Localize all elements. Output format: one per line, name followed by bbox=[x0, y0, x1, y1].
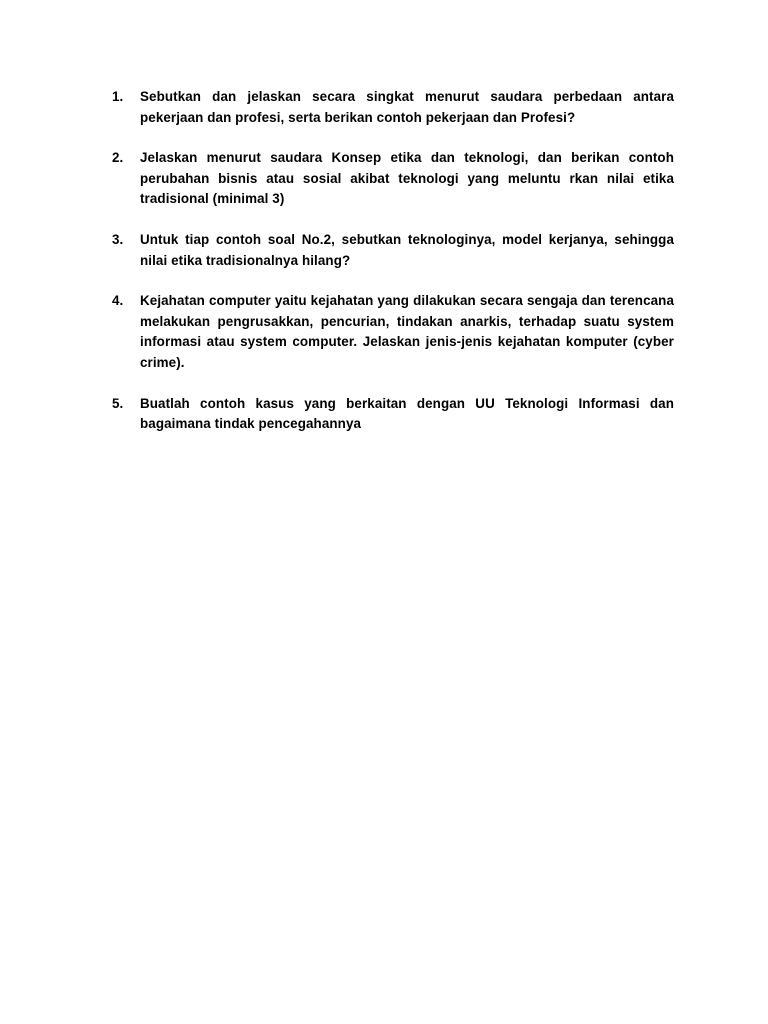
question-item-1 bbox=[112, 87, 674, 128]
question-number: 3. bbox=[112, 231, 124, 247]
question-text: Jelaskan menurut saudara Konsep etika dan teknologi, dan berikan contoh perubahan bisnis atau sosial akibat teknologi yang meluntu rkan nilai etika tradisional (minimal 3) bbox=[140, 150, 674, 207]
question-item-3 bbox=[112, 230, 674, 271]
question-item-5 bbox=[112, 394, 674, 435]
question-item-4 bbox=[112, 291, 674, 373]
question-text: Buatlah contoh kasus yang berkaitan dengan UU Teknologi Informasi dan bagaimana tindak pencegahannya bbox=[140, 395, 674, 432]
question-text: Untuk tiap contoh soal No.2, sebutkan teknologinya, model kerjanya, sehingga nilai etika tradisionalnya hilang? bbox=[140, 231, 674, 268]
question-text: Kejahatan computer yaitu kejahatan yang dilakukan secara sengaja dan terencana melakukan pengrusakkan, pencurian, tindakan anarkis, terhadap suatu system informasi atau system computer. Jelaskan jenis-jenis kejahatan komputer (cyber crime). bbox=[140, 293, 674, 370]
question-number: 5. bbox=[112, 395, 124, 411]
question-number: 2. bbox=[112, 150, 124, 166]
question-list bbox=[112, 87, 674, 455]
question-item-2 bbox=[112, 148, 674, 210]
question-number: 1. bbox=[112, 89, 124, 104]
question-number: 4. bbox=[112, 293, 124, 309]
question-text: Sebutkan dan jelaskan secara singkat menurut saudara perbedaan antara pekerjaan dan profesi, serta berikan contoh pekerjaan dan Profesi? bbox=[140, 89, 674, 125]
